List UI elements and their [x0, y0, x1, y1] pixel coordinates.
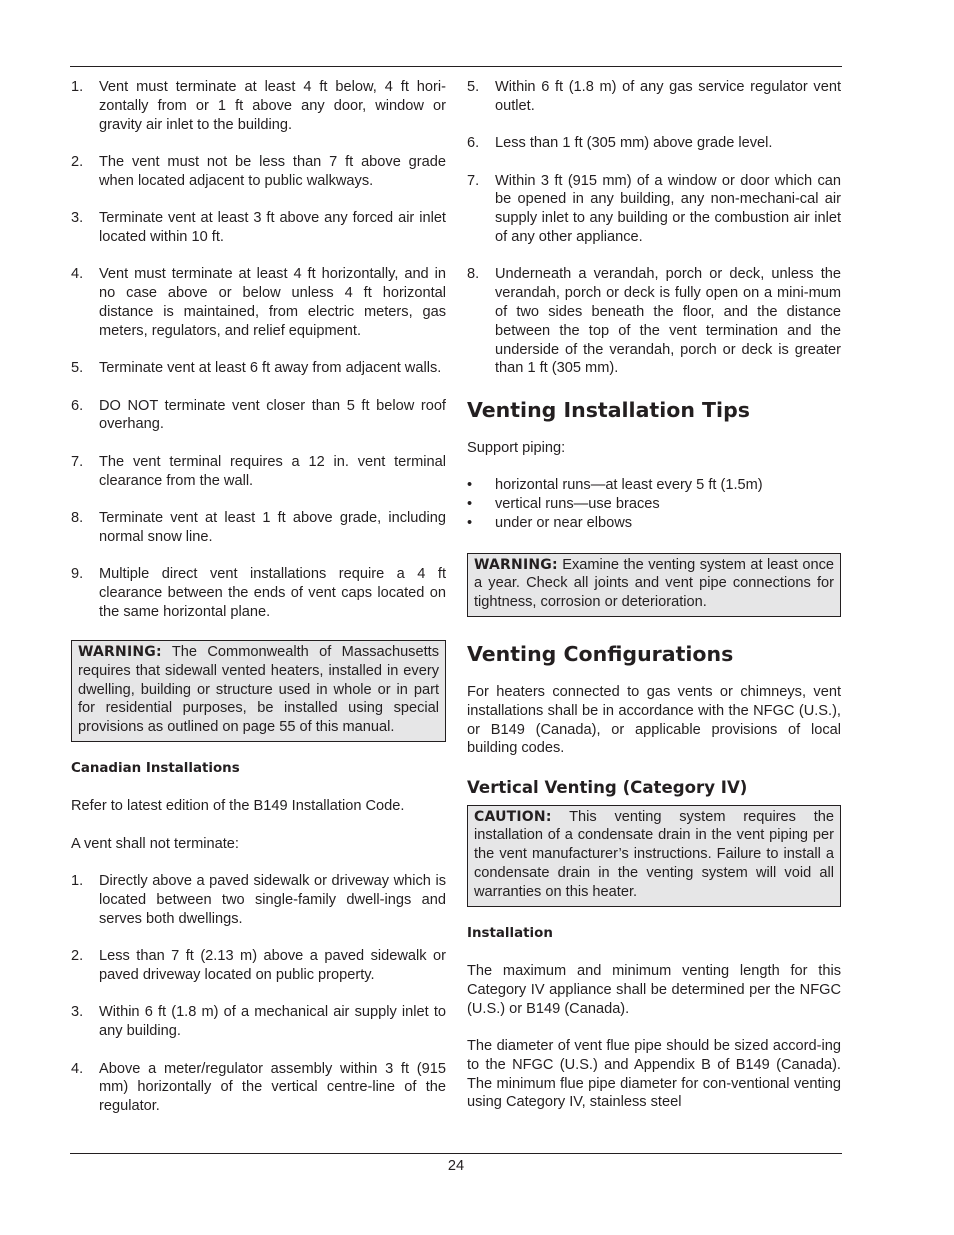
- list-item-text: Vent must terminate at least 4 ft below, 4 ft hori-zontally from or 1 ft above any door, window or gravity air inlet to the building.: [99, 79, 446, 133]
- venting-configurations-heading: Venting Configurations: [467, 641, 734, 666]
- list-item-number: 4.: [71, 1060, 84, 1077]
- bullet-item: [467, 476, 841, 495]
- list-item: [71, 947, 446, 985]
- right-column: [467, 78, 841, 1131]
- left-column: [71, 78, 446, 1135]
- list-item-text: Underneath a verandah, porch or deck, unless the verandah, porch or deck is fully open on a mini-mum of two sides beneath the floor, and the distance between the top of the vent termination and the underside of the verandah, porch or deck is greater than 1 ft (305 mm).: [495, 266, 841, 377]
- list-item-number: 1.: [71, 79, 84, 95]
- bullet-text: vertical runs—use braces: [495, 495, 660, 512]
- list-item: [467, 134, 841, 153]
- caution-label: CAUTION:: [474, 808, 552, 825]
- list-item-number: 3.: [71, 1004, 84, 1021]
- bottom-rule: [70, 1153, 842, 1154]
- canadian-list-continued: [467, 78, 841, 378]
- list-item-number: 2.: [71, 948, 84, 965]
- top-rule: [70, 66, 842, 67]
- list-item-text: The vent terminal requires a 12 in. vent terminal clearance from the wall.: [99, 453, 446, 489]
- annual-inspection-warning-box: [467, 553, 841, 617]
- list-item: [71, 209, 446, 247]
- list-item-number: 8.: [71, 509, 84, 526]
- list-item-number: 9.: [71, 566, 84, 583]
- list-item-number: 6.: [467, 135, 480, 152]
- list-item-text: Terminate vent at least 3 ft above any forced air inlet located within 10 ft.: [99, 210, 446, 245]
- list-item-number: 4.: [71, 266, 84, 283]
- list-item-text: The vent must not be less than 7 ft above grade when located adjacent to public walkways.: [99, 153, 446, 189]
- bullet-item: [467, 495, 841, 514]
- list-item-number: 2.: [71, 153, 84, 170]
- warning-label: WARNING:: [474, 556, 558, 573]
- list-item-text: Directly above a paved sidewalk or driveway which is located between two single-family dwell-ings and serves both dwellings.: [99, 873, 446, 927]
- page-number: 24: [447, 1158, 465, 1174]
- bullet-text: horizontal runs—at least every 5 ft (1.5m): [495, 477, 763, 494]
- list-item: [467, 265, 841, 378]
- list-item-text: Within 6 ft (1.8 m) of a mechanical air supply inlet to any building.: [99, 1004, 446, 1040]
- warning-label: WARNING:: [78, 644, 162, 661]
- list-item-text: Within 3 ft (915 mm) of a window or door which can be opened in any building, any non-mechani-cal air supply inlet to any building or the combustion air inlet of any other appliance.: [495, 172, 841, 245]
- list-item-text: Above a meter/regulator assembly within 3 ft (915 mm) horizontally of the vertical centre-line of the regulator.: [99, 1060, 446, 1115]
- massachusetts-warning-box: [71, 640, 446, 742]
- list-item-number: 5.: [467, 79, 480, 95]
- installation-paragraph-2: The diameter of vent flue pipe should be sized accord-ing to the NFGC (U.S.) and Appendix B of B149 (Canada). The minimum flue pipe diameter for con-ventional venting using Category IV, stainless steel: [467, 1038, 841, 1111]
- list-item: [467, 172, 841, 247]
- list-item: [71, 359, 446, 378]
- bullet-glyph: •: [467, 514, 473, 531]
- list-item-text: Less than 1 ft (305 mm) above grade level.: [495, 135, 773, 152]
- bullet-text: under or near elbows: [495, 514, 633, 531]
- canadian-paragraph-2: A vent shall not terminate:: [71, 835, 239, 852]
- canadian-list: [71, 872, 446, 1116]
- support-piping-bullets: [467, 476, 841, 532]
- list-item: [71, 565, 446, 621]
- warning-text: The Commonwealth of Massachusetts requires that sidewall vented heaters, installed in every dwelling, building or structure used in whole or in part for residential purposes, be installed using special provisions as outlined on page 55 of this manual.: [78, 644, 440, 736]
- list-item: [71, 509, 446, 547]
- list-item-text: Vent must terminate at least 4 ft horizontally, and in no case above or below unless 4 ft horizontal distance is maintained, from electric meters, gas meters, regulators, and relief equipment.: [99, 266, 446, 339]
- list-item: [71, 872, 446, 928]
- list-item: [467, 78, 841, 116]
- list-item-number: 6.: [71, 397, 84, 414]
- list-item-number: 3.: [71, 210, 84, 227]
- list-item-text: Terminate vent at least 6 ft away from adjacent walls.: [99, 360, 442, 377]
- list-item: [71, 265, 446, 340]
- list-item: [71, 453, 446, 491]
- warning-text: Examine the venting system at least once a year. Check all joints and vent pipe connections for tightness, corrosion or deterioration.: [474, 556, 834, 611]
- list-item-text: Within 6 ft (1.8 m) of any gas service regulator vent outlet.: [495, 79, 841, 114]
- list-item-number: 8.: [467, 266, 480, 283]
- list-item-text: Less than 7 ft (2.13 m) above a paved sidewalk or paved driveway located on public property.: [99, 948, 446, 984]
- list-item: [71, 1003, 446, 1041]
- list-item: [71, 78, 446, 134]
- list-item-number: 7.: [71, 453, 84, 470]
- canadian-installations-heading: Canadian Installations: [71, 761, 240, 777]
- venting-installation-tips-heading: Venting Installation Tips: [467, 397, 750, 422]
- list-item-text: Multiple direct vent installations require a 4 ft clearance between the ends of vent caps located on the same horizontal plane.: [99, 566, 446, 620]
- list-item-number: 1.: [71, 873, 84, 890]
- bullet-item: [467, 514, 841, 533]
- list-item: [71, 397, 446, 435]
- bullet-glyph: •: [467, 495, 473, 512]
- installation-paragraph-1: The maximum and minimum venting length for this Category IV appliance shall be determined per the NFGC (U.S.) or B149 (Canada).: [467, 963, 841, 1017]
- vertical-venting-heading: Vertical Venting (Category IV): [467, 777, 748, 797]
- list-item: [71, 1060, 446, 1116]
- support-piping-intro: Support piping:: [467, 439, 566, 456]
- list-item-number: 5.: [71, 360, 84, 377]
- list-item-number: 7.: [467, 172, 480, 189]
- canadian-paragraph-1: Refer to latest edition of the B149 Installation Code.: [71, 798, 405, 815]
- venting-configurations-paragraph: For heaters connected to gas vents or chimneys, vent installations shall be in accordance with the NFGC (U.S.), or B149 (Canada), or applicable provisions of local building codes.: [467, 683, 841, 757]
- installation-heading: Installation: [467, 925, 553, 941]
- list-item: [71, 153, 446, 191]
- list-item-text: DO NOT terminate vent closer than 5 ft below roof overhang.: [99, 397, 446, 433]
- condensate-caution-box: [467, 805, 841, 907]
- caution-text: This venting system requires the installation of a condensate drain in the vent piping per the vent manufacturer’s instructions. Failure to install a condensate drain in the venting system will void all warranties on this heater.: [474, 808, 835, 900]
- bullet-glyph: •: [467, 477, 473, 494]
- termination-list: [71, 78, 446, 621]
- list-item-text: Terminate vent at least 1 ft above grade, including normal snow line.: [99, 509, 446, 545]
